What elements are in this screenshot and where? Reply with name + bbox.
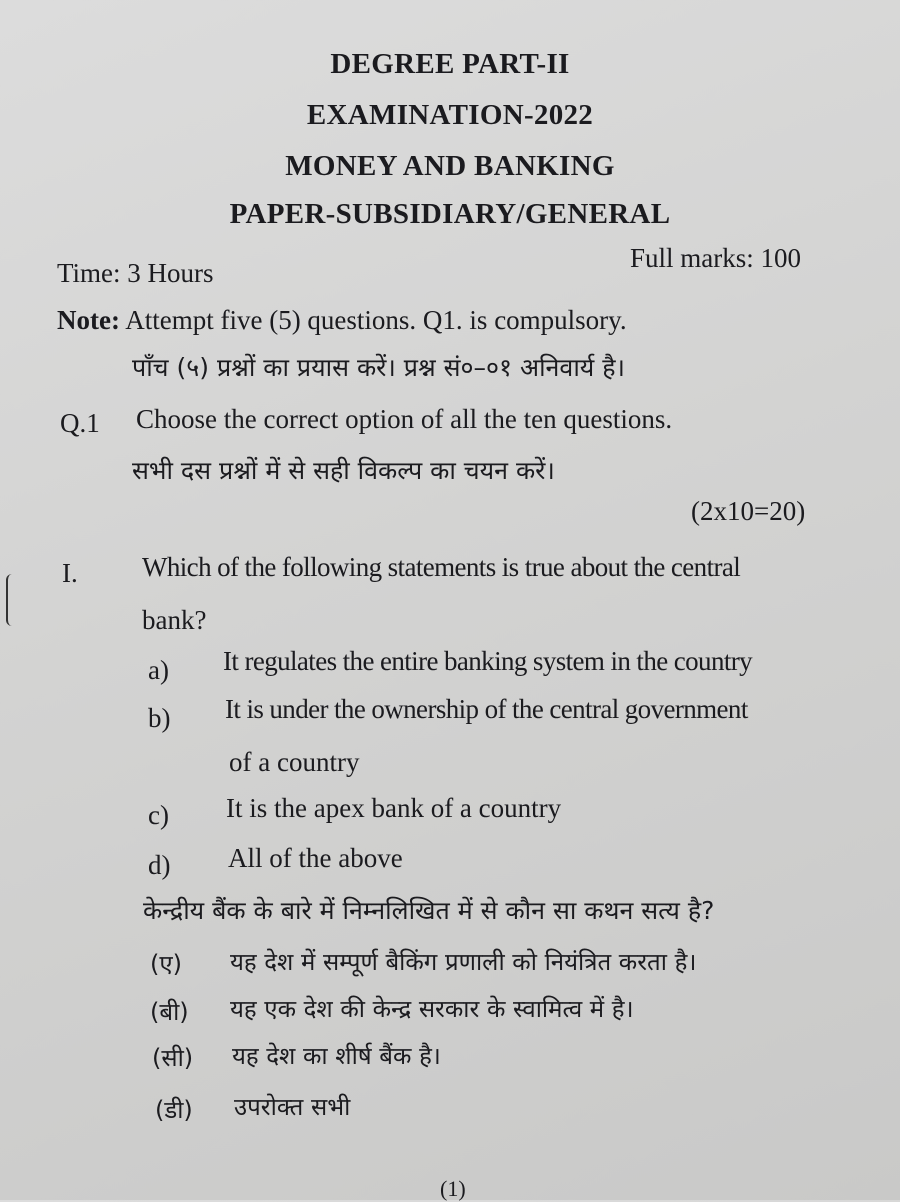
option-hi-d-text: उपरोक्त सभी xyxy=(234,1093,351,1121)
option-c-text: It is the apex bank of a country xyxy=(226,793,562,823)
option-c-label: c) xyxy=(148,800,169,830)
option-a-text: It regulates the entire banking system in the country xyxy=(223,646,753,676)
margin-pen-mark xyxy=(6,574,14,626)
option-hi-d-label: (डी) xyxy=(155,1096,193,1124)
q1-number: Q.1 xyxy=(60,408,100,438)
option-d-text: All of the above xyxy=(228,843,403,873)
note-line-en xyxy=(57,305,627,336)
full-marks: Full marks: 100 xyxy=(630,243,802,273)
note-text-hi: पाँच (५) प्रश्नों का प्रयास करें। प्रश्न सं०–०१ अनिवार्य है। xyxy=(132,353,626,382)
note-text-en: Attempt five (5) questions. Q1. is compulsory. xyxy=(125,305,627,335)
option-hi-b-text: यह एक देश की केन्द्र सरकार के स्वामित्व में है। xyxy=(230,995,634,1023)
header-paper: PAPER-SUBSIDIARY/GENERAL xyxy=(229,198,671,230)
header-examination: EXAMINATION-2022 xyxy=(306,99,594,131)
option-b-label: b) xyxy=(148,703,171,733)
header-degree: DEGREE PART-II xyxy=(330,48,570,80)
option-hi-a-text: यह देश में सम्पूर्ण बैकिंग प्रणाली को नियंत्रित करता है। xyxy=(230,948,697,976)
note-label: Note: xyxy=(57,305,120,335)
option-hi-c-text: यह देश का शीर्ष बैंक है। xyxy=(232,1042,441,1070)
q1-text-hi: सभी दस प्रश्नों में से सही विकल्प का चयन करें। xyxy=(132,456,555,485)
header-subject: MONEY AND BANKING xyxy=(285,150,615,182)
q1-text-en: Choose the correct option of all the ten questions. xyxy=(136,404,673,434)
option-d-label: d) xyxy=(148,850,171,880)
question-hi: केन्द्रीय बैंक के बारे में निम्नलिखित में से कौन सा कथन सत्य है? xyxy=(143,896,715,925)
time-allowed: Time: 3 Hours xyxy=(57,258,214,288)
option-b-text-line2: of a country xyxy=(229,747,360,777)
option-hi-b-label: (बी) xyxy=(150,998,189,1026)
option-a-label: a) xyxy=(148,655,169,685)
question-line-1: Which of the following statements is true about the central xyxy=(142,552,741,582)
item-number: I. xyxy=(62,558,78,588)
option-b-text-line1: It is under the ownership of the central government xyxy=(225,694,748,724)
option-hi-c-label: (सी) xyxy=(152,1044,194,1072)
page-number: (1) xyxy=(440,1176,466,1201)
option-hi-a-label: (ए) xyxy=(150,950,182,978)
question-line-2: bank? xyxy=(142,605,207,635)
q1-marks: (2x10=20) xyxy=(691,496,806,526)
